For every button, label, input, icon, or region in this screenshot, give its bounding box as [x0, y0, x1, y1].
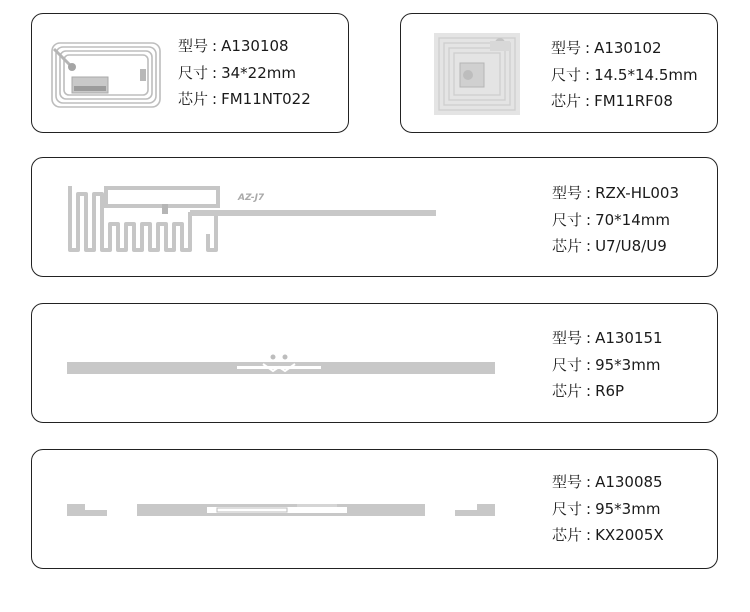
spec-label-model: 型号	[552, 329, 583, 347]
spec-value-size: 34*22mm	[221, 63, 296, 82]
spec-chip	[178, 86, 311, 113]
spec-separator: :	[585, 39, 591, 57]
spec-separator: :	[586, 329, 592, 347]
spec-model	[552, 469, 664, 496]
spec-value-model: A130102	[594, 39, 662, 57]
spec-size	[552, 352, 663, 379]
spec-value-model: A130085	[595, 473, 663, 491]
spec-separator: :	[586, 184, 592, 202]
spec-separator: :	[585, 92, 591, 110]
spec-model	[552, 180, 679, 207]
spec-separator: :	[586, 355, 592, 374]
spec-chip	[552, 378, 663, 405]
square-nfc-tag-image	[434, 33, 520, 115]
spec-label-chip: 芯片	[552, 237, 583, 255]
spec-separator: :	[212, 90, 218, 108]
slim-uhf-antenna-image	[67, 498, 495, 520]
spec-label-size: 尺寸	[552, 499, 583, 518]
spec-chip	[552, 233, 679, 260]
spec-value-size: 14.5*14.5mm	[594, 65, 698, 84]
product-card-a130108	[31, 13, 349, 133]
spec-label-size: 尺寸	[178, 63, 209, 82]
spec-value-size: 95*3mm	[595, 499, 661, 518]
spec-label-model: 型号	[552, 473, 583, 491]
meander-uhf-antenna-image	[66, 184, 436, 256]
spec-value-model: A130108	[221, 37, 289, 55]
spec-value-chip: FM11RF08	[594, 92, 673, 110]
spec-model	[551, 35, 698, 62]
spec-label-chip: 芯片	[552, 382, 583, 400]
spec-separator: :	[586, 210, 592, 229]
spec-size	[552, 207, 679, 234]
product-card-a130151	[31, 303, 718, 423]
product-card-a130102	[400, 13, 718, 133]
spec-label-model: 型号	[551, 39, 582, 57]
spec-label-size: 尺寸	[552, 210, 583, 229]
nfc-coil-antenna-image	[50, 41, 162, 109]
spec-value-model: A130151	[595, 329, 663, 347]
slim-uhf-antenna-image	[67, 354, 495, 376]
spec-model	[178, 33, 311, 60]
spec-model	[552, 325, 663, 352]
spec-chip	[551, 88, 698, 115]
spec-separator: :	[212, 63, 218, 82]
spec-label-chip: 芯片	[551, 92, 582, 110]
spec-separator: :	[585, 65, 591, 84]
spec-size	[178, 60, 311, 87]
spec-size	[552, 496, 664, 523]
spec-label-size: 尺寸	[551, 65, 582, 84]
spec-separator: :	[212, 37, 218, 55]
spec-value-size: 95*3mm	[595, 355, 661, 374]
spec-value-chip: FM11NT022	[221, 90, 311, 108]
antenna-marking-label: AZ-J7	[238, 193, 265, 203]
spec-chip	[552, 522, 664, 549]
spec-label-model: 型号	[552, 184, 583, 202]
spec-separator: :	[586, 237, 592, 255]
spec-label-chip: 芯片	[178, 90, 209, 108]
spec-size	[551, 62, 698, 89]
spec-value-size: 70*14mm	[595, 210, 670, 229]
spec-value-chip: KX2005X	[595, 526, 664, 544]
spec-label-model: 型号	[178, 37, 209, 55]
spec-value-model: RZX-HL003	[595, 184, 679, 202]
spec-value-chip: U7/U8/U9	[595, 237, 667, 255]
spec-value-chip: R6P	[595, 382, 625, 400]
spec-label-size: 尺寸	[552, 355, 583, 374]
spec-separator: :	[586, 499, 592, 518]
product-card-rzx-hl003	[31, 157, 718, 277]
spec-separator: :	[586, 473, 592, 491]
spec-separator: :	[586, 382, 592, 400]
spec-label-chip: 芯片	[552, 526, 583, 544]
product-card-a130085	[31, 449, 718, 569]
spec-separator: :	[586, 526, 592, 544]
